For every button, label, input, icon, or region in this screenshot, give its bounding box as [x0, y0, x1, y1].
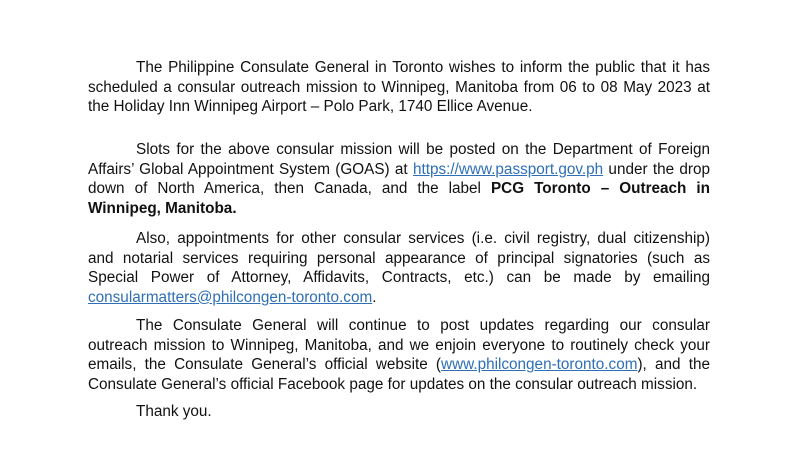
paragraph-text: .: [372, 288, 377, 306]
paragraph-updates: [88, 316, 710, 394]
paragraph-text: ), and the Consulate General’s official Facebook page for updates on the consular outreach mission.: [88, 356, 710, 393]
paragraph-other-services: [88, 229, 710, 307]
paragraph-text: The Philippine Consulate General in Toronto wishes to inform the public that it has scheduled a consular outreach mission to Winnipeg, Manitoba from 06 to 08 May 2023 at the Holiday Inn Winnipeg Airport – Polo Park, 1740 Ellice Avenue.: [88, 59, 710, 116]
consulate-website-link[interactable]: www.philcongen-toronto.com: [441, 356, 638, 374]
paragraph-text: under the drop down of North America, then Canada, and the label: [88, 160, 710, 198]
paragraph-appointment-slots: [88, 140, 710, 218]
consular-email-link[interactable]: consularmatters@philcongen-toronto.com: [88, 288, 373, 306]
paragraph-text: Also, appointments for other consular services (i.e. civil registry, dual citizenship) and notarial services requiring personal appearance of principal signatories (such as Special Power of Attorney, Affidavits, Contracts, etc.) can be made by emailing: [88, 230, 710, 287]
outreach-label-bold: PCG Toronto – Outreach in Winnipeg, Manitoba.: [88, 180, 710, 217]
paragraph-text: Slots for the above consular mission will be posted on the Department of Foreign Affairs’ Global Appointment System (GOAS) at: [88, 141, 710, 178]
passport-website-link[interactable]: https://www.passport.gov.ph: [412, 160, 604, 178]
paragraph-outreach-announcement: [88, 58, 710, 117]
paragraph-text: The Consulate General will continue to post updates regarding our consular outreach mission to Winnipeg, Manitoba, and we enjoin everyone to routinely check your emails, the Consulate General’s official website (: [88, 317, 710, 374]
closing-thank-you: [88, 402, 710, 422]
paragraph-text: Thank you.: [136, 403, 212, 420]
